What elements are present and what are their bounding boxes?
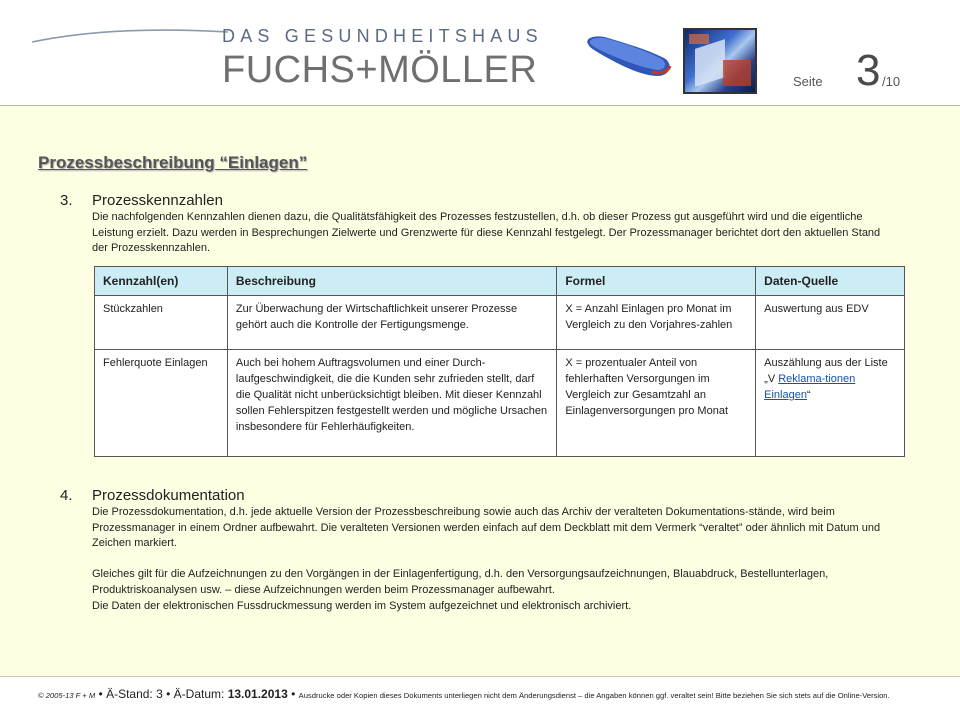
brand-tagline: DAS GESUNDHEITSHAUS bbox=[222, 26, 543, 46]
cell-formel: X = Anzahl Einlagen pro Monat im Vergleich zu den Vorjahres-zahlen bbox=[557, 296, 756, 350]
cell-kennzahl: Fehlerquote Einlagen bbox=[95, 350, 228, 457]
column-header-formel: Formel bbox=[557, 267, 756, 296]
section-3-number: 3. bbox=[60, 192, 73, 209]
footer-disclaimer: Ausdrucke oder Kopien dieses Dokuments unterliegen nicht dem Änderungsdienst – die Angaben können ggf. veraltet sein! Bitte beziehen Sie sich stets auf die Online-Version. bbox=[298, 691, 890, 700]
reklamationen-link[interactable]: Reklama-tionen Einlagen bbox=[764, 373, 856, 401]
brand-swoosh bbox=[30, 20, 230, 50]
column-header-kennzahl: Kennzahl(en) bbox=[95, 267, 228, 296]
footer-datum-label: Ä-Datum: bbox=[173, 687, 225, 701]
page-footer: © 2005-13 F + M • Ä-Stand: 3 • Ä-Datum: 13.01.2013 • Ausdrucke oder Kopien dieses Dokuments unterliegen nicht dem Änderungsdienst – die Angaben können ggf. veraltet sein! Bitte beziehen Sie sich stets auf die Online-Version. bbox=[38, 687, 890, 701]
footer-stand: Ä-Stand: 3 bbox=[106, 687, 163, 701]
table-row bbox=[95, 296, 905, 350]
header-photo bbox=[683, 28, 757, 94]
page-number: 3 bbox=[856, 46, 881, 95]
cell-quelle: Auswertung aus EDV bbox=[756, 296, 905, 350]
footer-copyright: © 2005-13 F + M bbox=[38, 691, 96, 700]
page-title: Prozessbeschreibung “Einlagen” bbox=[38, 153, 308, 172]
section-4-paragraph-3: Die Daten der elektronischen Fussdruckmessung werden im System aufgezeichnet und elektronisch archiviert. bbox=[92, 599, 632, 612]
cell-beschreibung: Zur Überwachung der Wirtschaftlichkeit unserer Prozesse gehört auch die Kontrolle der Fertigungsmenge. bbox=[227, 296, 556, 350]
section-4-paragraph-2: Gleiches gilt für die Aufzeichnungen zu den Vorgängen in der Einlagenfertigung, d.h. den Versorgungsaufzeichnungen, Blauabdruck, Bestellunterlagen, Produktriskoanalysen usw. – diese Aufzeichnungen werden beim Prozessmanager aufbewahrt. bbox=[92, 568, 829, 596]
page-label: Seite bbox=[793, 74, 823, 89]
main-content bbox=[0, 106, 960, 676]
page-header bbox=[0, 0, 960, 105]
quelle-prefix: Auszählung aus der Liste „V bbox=[764, 357, 888, 385]
column-header-beschreibung: Beschreibung bbox=[227, 267, 556, 296]
cell-quelle bbox=[756, 350, 905, 457]
table-row bbox=[95, 350, 905, 457]
footer-divider bbox=[0, 676, 960, 677]
page-total: /10 bbox=[882, 74, 901, 89]
section-4-number: 4. bbox=[60, 487, 73, 504]
cell-formel: X = prozentualer Anteil von fehlerhaften Versorgungen im Vergleich zur Gesamtzahl an Einlagenversorgungen pro Monat bbox=[557, 350, 756, 457]
footer-datum-value: 13.01.2013 bbox=[227, 687, 288, 701]
insole-image bbox=[582, 32, 674, 82]
column-header-quelle: Daten-Quelle bbox=[756, 267, 905, 296]
section-3-heading: Prozesskennzahlen bbox=[92, 192, 223, 209]
section-4-heading: Prozessdokumentation bbox=[92, 487, 245, 504]
kennzahlen-table bbox=[94, 266, 905, 457]
section-4-body bbox=[92, 505, 897, 614]
quelle-suffix: “ bbox=[806, 389, 811, 401]
cell-kennzahl: Stückzahlen bbox=[95, 296, 228, 350]
section-3-body: Die nachfolgenden Kennzahlen dienen dazu, die Qualitätsfähigkeit des Prozesses festzustellen, d.h. ob dieser Prozess gut ausgeführt wird und die eigentliche Leistung erzielt. Dazu werden in Besprechungen Zielwerte und Grenzwerte für diese Kennzahl festgelegt. Der Prozessmanager berichtet dort den aktuellen Stand der Prozesskennzahlen. bbox=[92, 211, 881, 255]
table-header-row bbox=[95, 267, 905, 296]
section-4-paragraph-1: Die Prozessdokumentation, d.h. jede aktuelle Version der Prozessbeschreibung sowie auch das Archiv der veralteten Dokumentations-stände, wird beim Prozessmanager in einem Ordner aufbewahrt. Die veralteten Versionen werden einfach auf dem Deckblatt mit dem Vermerk “veraltet” oder ähnlich mit Datum und Zeichen markiert. bbox=[92, 506, 881, 550]
brand-logo-text: FUCHS+MÖLLER bbox=[222, 49, 538, 91]
cell-beschreibung: Auch bei hohem Auftragsvolumen und einer Durch-laufgeschwindigkeit, die die Kunden sehr zufrieden stellt, darf die Qualität nicht unberücksichtigt bleiben. Mit dieser Kennzahl sollen Fehlerspitzen festgestellt werden und mögliche Ursachen insbesondere für Fehlerhäufigkeiten. bbox=[227, 350, 556, 457]
